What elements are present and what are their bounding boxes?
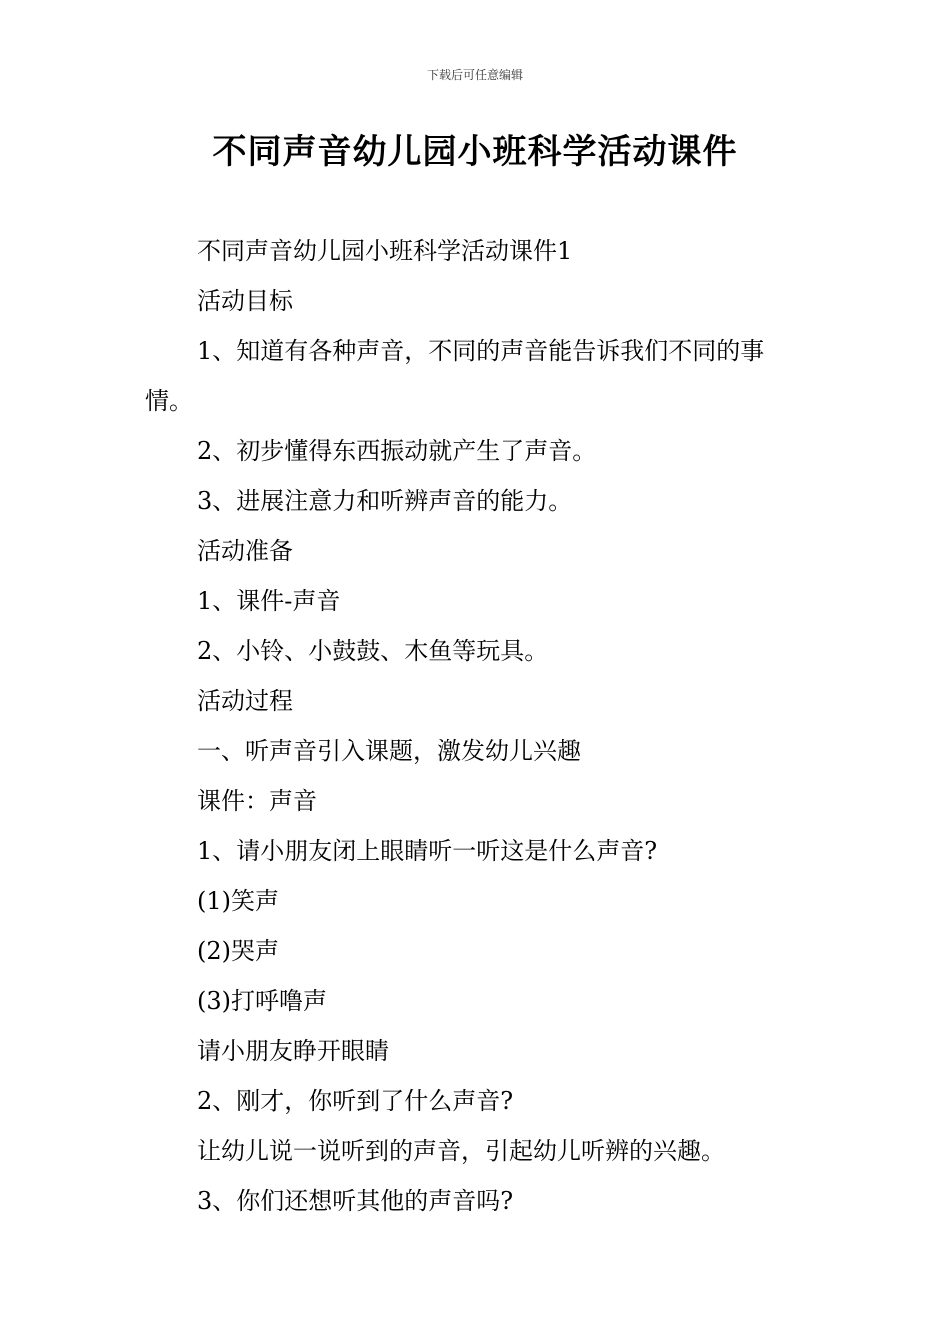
process-line: (3)打呼噜声 <box>197 987 327 1015</box>
goal-item: 3、进展注意力和听辨声音的能力。 <box>197 487 573 515</box>
document-title: 不同声音幼儿园小班科学活动课件 <box>212 132 738 172</box>
process-line: (2)哭声 <box>197 937 279 965</box>
subheading-goals: 活动目标 <box>197 287 293 315</box>
subheading-process: 活动过程 <box>197 687 293 715</box>
process-line: 2、刚才，你听到了什么声音? <box>197 1087 514 1115</box>
section-heading: 不同声音幼儿园小班科学活动课件1 <box>197 237 573 265</box>
process-line: 让幼儿说一说听到的声音，引起幼儿听辨的兴趣。 <box>197 1137 725 1165</box>
process-line: (1)笑声 <box>197 887 279 915</box>
process-line: 课件：声音 <box>197 787 317 815</box>
process-line: 3、你们还想听其他的声音吗? <box>197 1187 514 1215</box>
goal-item: 2、初步懂得东西振动就产生了声音。 <box>197 437 597 465</box>
document-body <box>145 226 810 1226</box>
preparation-item: 2、小铃、小鼓鼓、木鱼等玩具。 <box>197 637 549 665</box>
process-line: 1、请小朋友闭上眼睛听一听这是什么声音? <box>197 837 658 865</box>
process-step: 一、听声音引入课题，激发幼儿兴趣 <box>197 737 581 765</box>
preparation-item: 1、课件-声音 <box>197 587 341 615</box>
process-line: 请小朋友睁开眼睛 <box>197 1037 389 1065</box>
goal-item: 1、知道有各种声音，不同的声音能告诉我们不同的事情。 <box>145 337 765 415</box>
subheading-preparation: 活动准备 <box>197 537 293 565</box>
header-note: 下载后可任意编辑 <box>426 68 523 82</box>
